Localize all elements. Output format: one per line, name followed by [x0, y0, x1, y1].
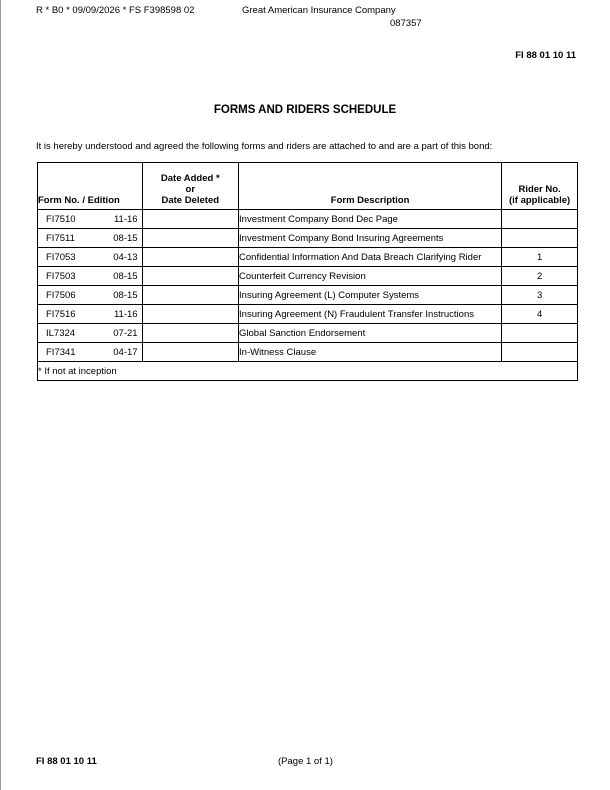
rider-cell: 1: [502, 248, 578, 267]
table-row: [38, 210, 578, 229]
form-cell: [38, 267, 143, 286]
form-cell: [38, 343, 143, 362]
description-cell: Investment Company Bond Insuring Agreements: [239, 229, 502, 248]
form-cell: [38, 286, 143, 305]
date-cell: [142, 267, 238, 286]
column-header-rider: [502, 163, 578, 210]
rider-cell: [502, 229, 578, 248]
date-cell: [142, 305, 238, 324]
form-cell: [38, 324, 143, 343]
footnote-row: [38, 362, 578, 381]
page-left-border: [0, 0, 1, 790]
table-row: [38, 229, 578, 248]
form-number: IL7324: [46, 327, 76, 339]
form-edition: 07-21: [113, 327, 138, 339]
date-cell: [142, 248, 238, 267]
forms-schedule-table: [37, 162, 578, 381]
form-number: FI7053: [46, 251, 76, 263]
form-cell: [38, 210, 143, 229]
intro-text: It is hereby understood and agreed the following forms and riders are attached to and are a part of this bond:: [36, 141, 493, 152]
company-name: Great American Insurance Company: [242, 5, 396, 16]
description-cell: Global Sanction Endorsement: [239, 324, 502, 343]
date-cell: [142, 343, 238, 362]
date-header-line2: or: [185, 184, 196, 195]
form-edition: 11-16: [113, 308, 138, 320]
rider-cell: 4: [502, 305, 578, 324]
date-cell: [142, 324, 238, 343]
form-id-footer: FI 88 01 10 11: [36, 756, 97, 767]
page-number: (Page 1 of 1): [278, 756, 333, 767]
form-edition: 04-17: [113, 346, 138, 358]
description-cell: Counterfeit Currency Revision: [239, 267, 502, 286]
date-cell: [142, 210, 238, 229]
rider-cell: 3: [502, 286, 578, 305]
table-row: [38, 286, 578, 305]
description-cell: Confidential Information And Data Breach Clarifying Rider: [239, 248, 502, 267]
tracking-line: R * B0 * 09/09/2026 * FS F398598 02: [36, 5, 195, 16]
rider-cell: 2: [502, 267, 578, 286]
footnote: * If not at inception: [38, 362, 578, 381]
form-number: FI7511: [46, 232, 75, 244]
description-cell: Investment Company Bond Dec Page: [239, 210, 502, 229]
form-number: FI7341: [46, 346, 76, 358]
page-title: FORMS AND RIDERS SCHEDULE: [213, 104, 397, 116]
table-row: [38, 343, 578, 362]
rider-cell: [502, 210, 578, 229]
form-edition: 08-15: [113, 232, 138, 244]
form-cell: [38, 305, 143, 324]
description-cell: Insuring Agreement (N) Fraudulent Transfer Instructions: [239, 305, 502, 324]
column-header-date: [142, 163, 238, 210]
rider-cell: [502, 343, 578, 362]
company-code: 087357: [390, 18, 422, 29]
form-cell: [38, 229, 143, 248]
date-cell: [142, 286, 238, 305]
date-header-line3: Date Deleted: [161, 195, 220, 206]
form-cell: [38, 248, 143, 267]
description-cell: In-Witness Clause: [239, 343, 502, 362]
table-row: [38, 248, 578, 267]
form-edition: 04-13: [113, 251, 138, 263]
column-header-form-no: Form No. / Edition: [38, 163, 143, 210]
rider-cell: [502, 324, 578, 343]
rider-header-line1: Rider No.: [518, 184, 561, 195]
date-header-line1: Date Added *: [160, 173, 220, 184]
form-number: FI7506: [46, 289, 76, 301]
form-edition: 08-15: [113, 270, 138, 282]
form-number: FI7516: [46, 308, 76, 320]
form-id-header: FI 88 01 10 11: [515, 50, 576, 61]
form-number: FI7510: [46, 213, 76, 225]
form-edition: 11-16: [113, 213, 138, 225]
description-cell: Insuring Agreement (L) Computer Systems: [239, 286, 502, 305]
form-number: FI7503: [46, 270, 76, 282]
column-header-description: Form Description: [239, 163, 502, 210]
table-row: [38, 267, 578, 286]
rider-header-line2: (if applicable): [508, 195, 571, 206]
table-row: [38, 305, 578, 324]
date-cell: [142, 229, 238, 248]
table-row: [38, 324, 578, 343]
form-edition: 08-15: [113, 289, 138, 301]
table-header-row: [38, 163, 578, 210]
